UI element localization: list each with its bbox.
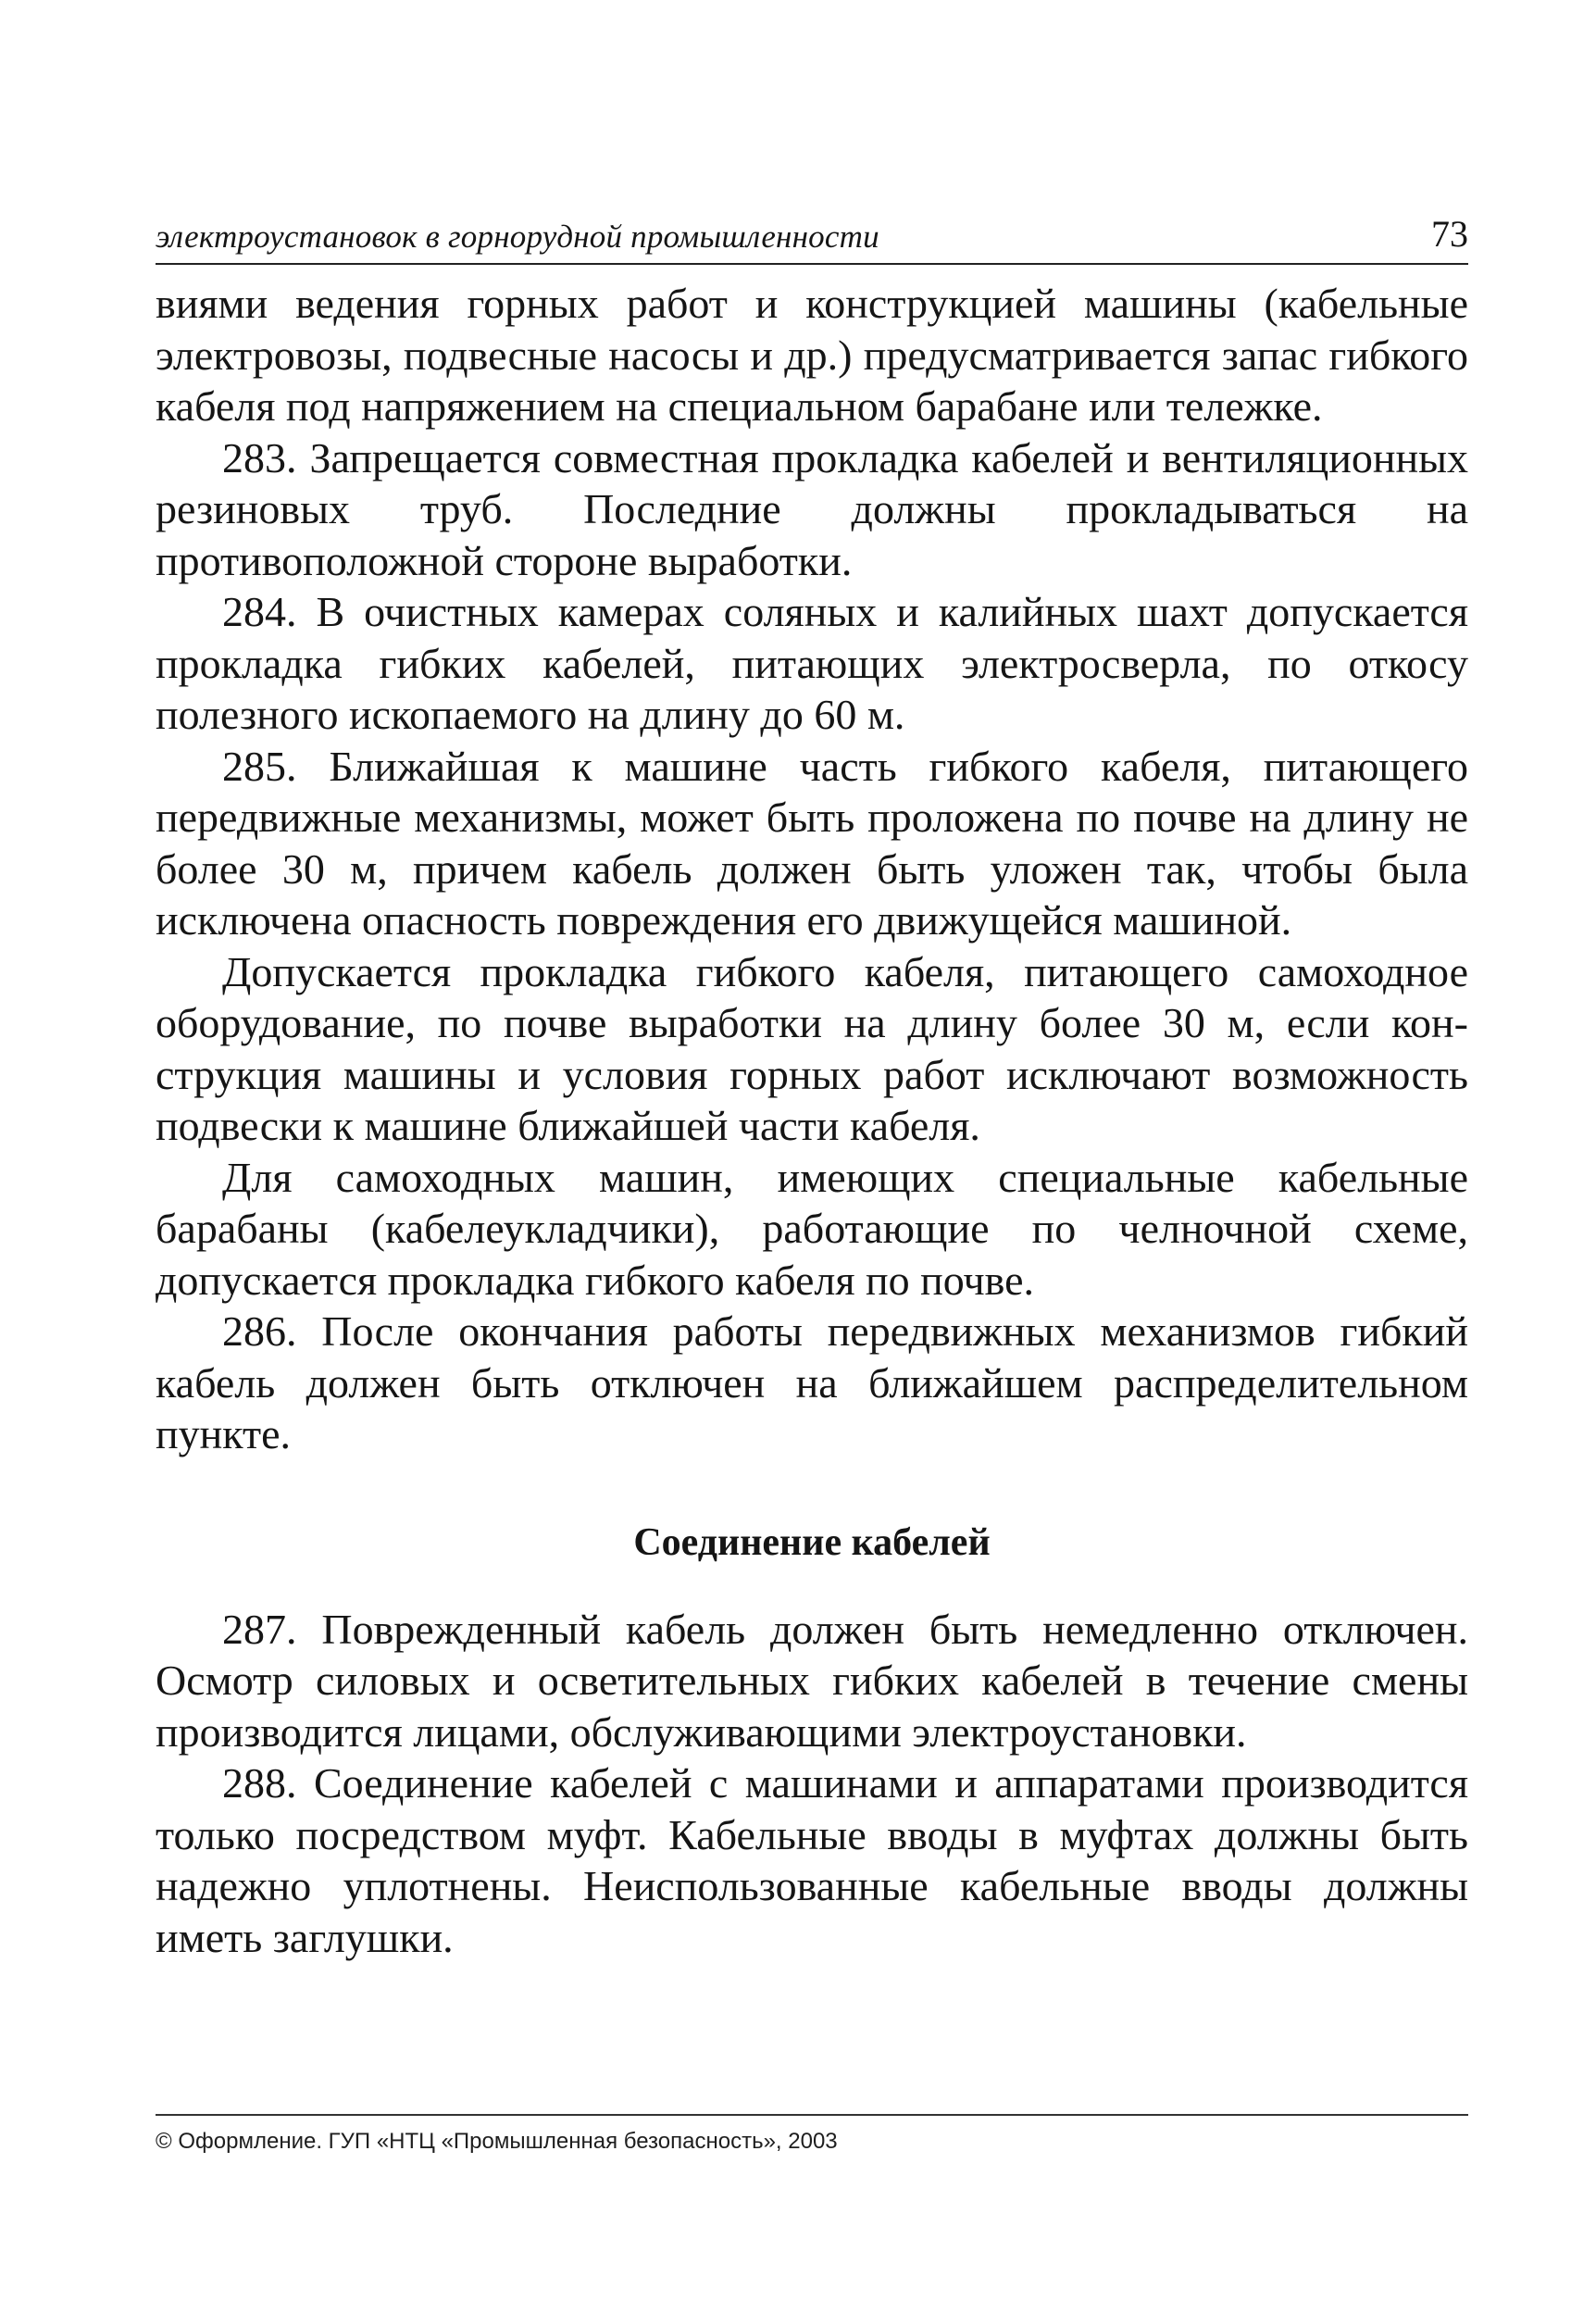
paragraph-285: 285. Ближайшая к машине часть гибкого кабеля, питающего передвижные механизмы, может быть проложена по почве на длину не более 30 м, причем кабель должен быть уложен так, чтобы была исключена опасность повреждения его движущейся машиной. — [156, 742, 1468, 944]
copyright-notice: © Оформление. ГУП «НТЦ «Промышленная безопасность», 2003 — [156, 2129, 838, 2154]
paragraph-285-part-2: Допускается прокладка гибкого кабеля, питающего самоходное оборудование, по почве выработки на длину более 30 м, если конструкция машины и условия горных работ исключают возможность подвески к машине ближайшей части кабеля. — [156, 947, 1468, 1149]
page-number: 73 — [1431, 213, 1468, 255]
body-text — [156, 278, 1468, 1963]
paragraph-286: 286. После окончания работы передвижных механизмов гибкий кабель должен быть отключен на ближайшем распределительном пункте. — [156, 1307, 1468, 1457]
document-page — [156, 0, 1468, 2301]
paragraph-283: 283. Запрещается совместная прокладка кабелей и вентиляционных резиновых труб. Последние должны прокладываться на противоположной стороне выработки. — [156, 433, 1468, 584]
paragraph-285-part-3: Для самоходных машин, имеющих специальные кабельные барабаны (кабелеукладчики), работающие по челночной схеме, допускается прокладка гибкого кабеля по почве. — [156, 1153, 1468, 1304]
paragraph-continuation: виями ведения горных работ и конструкцией машины (кабельные электровозы, подвесные насосы и др.) предусматривается запас гибкого кабеля под напряжением на специальном барабане или тележке. — [156, 280, 1468, 430]
section-heading: Соединение кабелей — [633, 1520, 991, 1564]
paragraph-287: 287. Поврежденный кабель должен быть немедленно отключен. Осмотр силовых и осветительных гибких кабелей в течение смены производится лицами, обслуживающими электроустановки. — [156, 1605, 1468, 1756]
running-header — [156, 209, 1468, 265]
paragraph-284: 284. В очистных камерах соляных и калийных шахт допускается прокладка гибких кабелей, питающих электросверла, по откосу полезного ископаемого на длину до 60 м. — [156, 588, 1468, 738]
running-title: электроустановок в горнорудной промышленности — [156, 219, 879, 255]
footer — [156, 2114, 1468, 2155]
paragraph-288: 288. Соединение кабелей с машинами и аппаратами производится только посредством муфт. Кабельные вводы в муфтах должны быть надежно уплотнены. Неиспользованные кабельные вводы должны иметь заглушки. — [156, 1759, 1468, 1961]
